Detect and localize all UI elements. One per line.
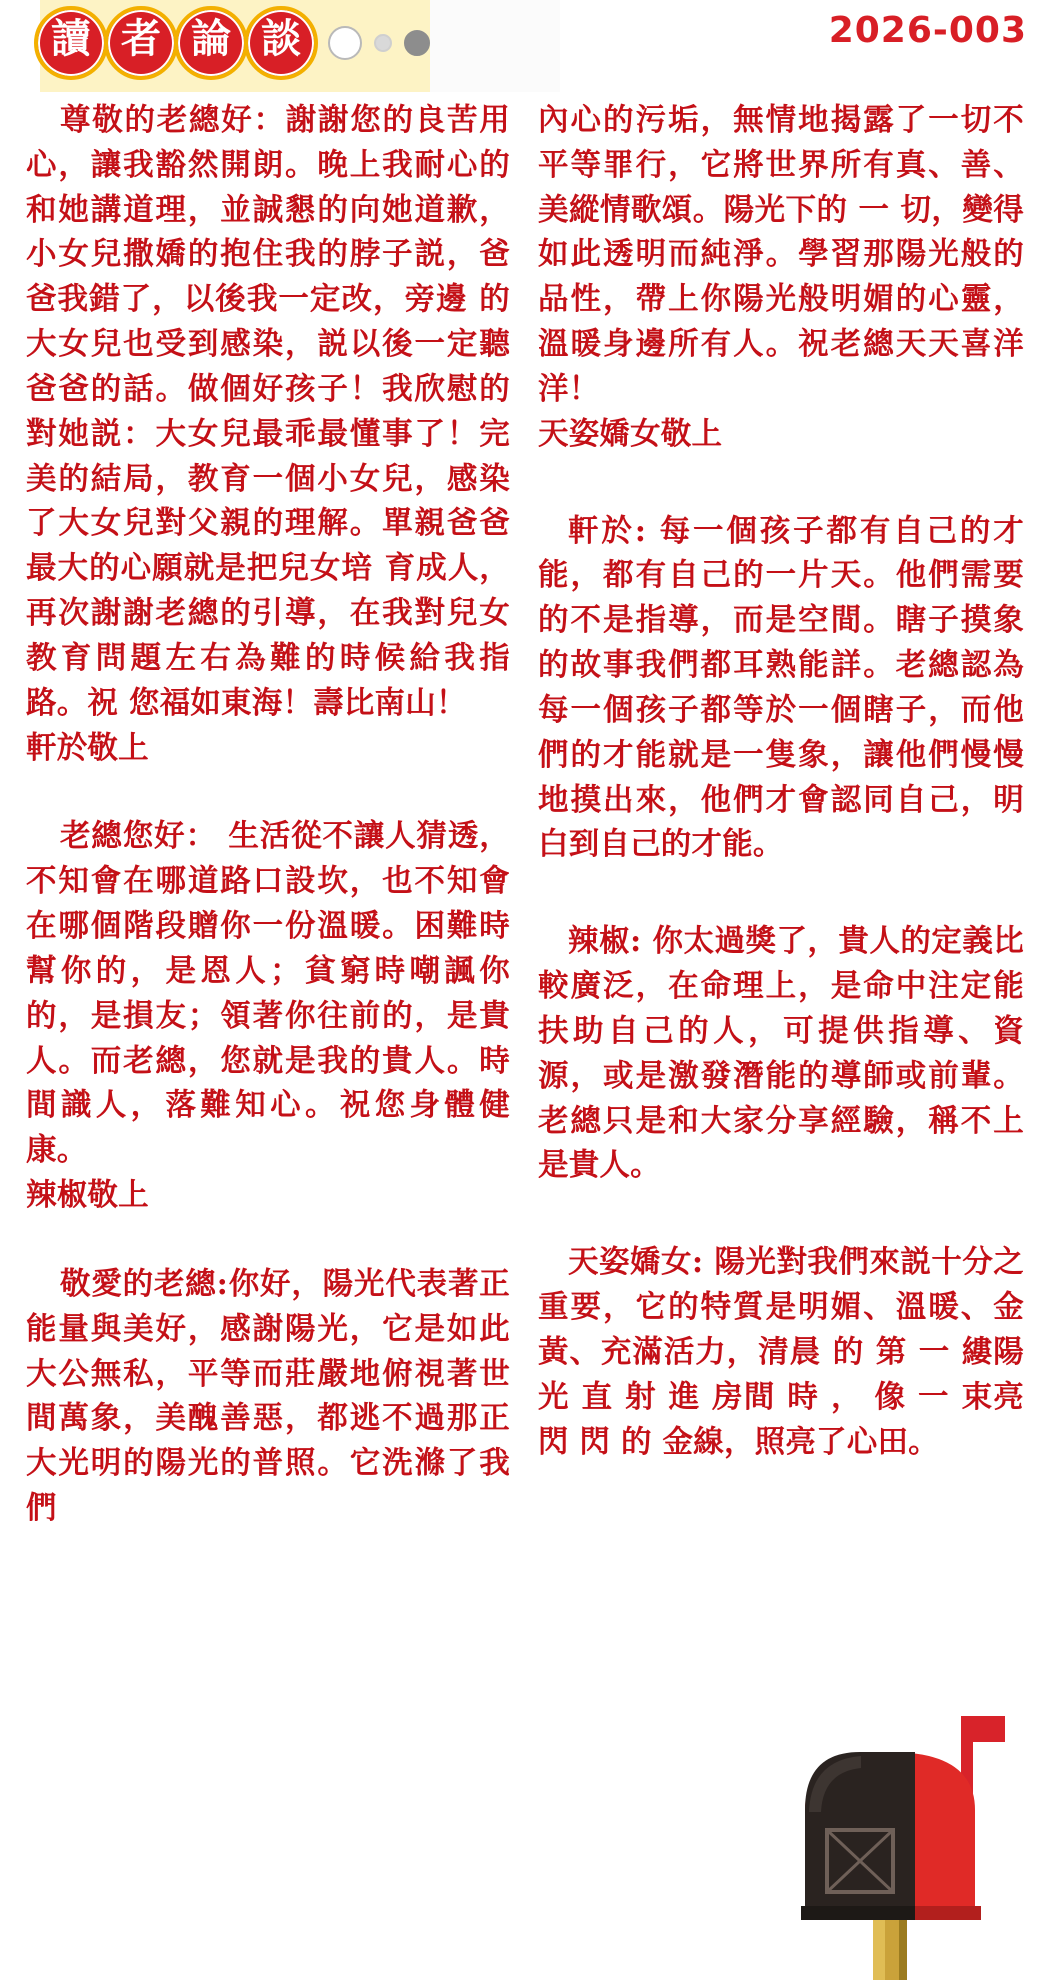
masthead-char-3: 論	[174, 6, 248, 80]
letter-xuanyu-signature: 軒於敬上	[26, 729, 149, 766]
masthead-char-4: 談	[244, 6, 318, 80]
article-body	[0, 92, 1057, 1980]
letter-lajiao	[26, 814, 510, 1217]
reply-lajiao	[538, 919, 1024, 1188]
masthead-logo	[34, 6, 430, 80]
letter-tianzijiaonv-signature: 天姿嬌女敬上	[538, 415, 723, 452]
letter-tianzijiaonv-text: 敬愛的老總:你好，陽光代表著正能量與美好，感謝陽光，它是如此大公無私，平等而莊嚴地俯視著世間萬象，美醜善惡，都逃不過那正大光明的陽光的普照。它洗滌了我們	[26, 1265, 510, 1527]
letter-tianzijiaonv	[26, 1262, 510, 1531]
decorative-circle-large	[328, 26, 362, 60]
spacer	[26, 788, 510, 814]
masthead-char-1: 讀	[34, 6, 108, 80]
reply-tianzijiaonv-text: 天姿嬌女: 陽光對我們來説十分之重要，它的特質是明媚、溫暖、金黃、充滿活力，清晨 的 第 一 縷陽光 直 射 進 房間 時 ， 像 一 束亮 閃 閃 的 金線，照亮了心田。	[538, 1244, 1024, 1460]
letter-xuanyu	[26, 98, 510, 770]
letter-tianzijiaonv-continued-text: 內心的污垢，無情地揭露了一切不平等罪行，它將世界所有真、善、美縱情歌頌。陽光下的 一 切，變得如此透明而純淨。學習那陽光般的品性，帶上你陽光般明媚的心靈，溫暖身邊所有人。祝老總天天喜洋洋！	[538, 102, 1024, 407]
letter-lajiao-text: 老總您好： 生活從不讓人猜透，不知會在哪道路口設坎，也不知會在哪個階段贈你一份溫暖。困難時幫你的，是恩人；貧窮時嘲諷你的，是損友；領著你往前的，是貴人。而老總，您就是我的貴人。時間識人，落難知心。祝您身體健康。	[26, 818, 510, 1169]
letter-xuanyu-text: 尊敬的老總好：謝謝您的良苦用心，讓我豁然開朗。晚上我耐心的和她講道理，並誠懇的向她道歉，小女兒撒嬌的抱住我的脖子説，爸爸我錯了，以後我一定改，旁邊 的大女兒也受到感染，説以後一定聽爸爸的話。做個好孩子！我欣慰的對她説：大女兒最乖最懂事了！完美的結局，教育一個小女兒，感染了大女兒對父親的理解。單親爸爸最大的心願就是把兒女培 育成人，再次謝謝老總的引導，在我對兒女教育問題左右為難的時候給我指路。祝 您福如東海！壽比南山！	[26, 102, 510, 721]
right-column	[532, 98, 1024, 1980]
left-column	[18, 98, 510, 1980]
decorative-circle-filled	[404, 30, 430, 56]
letter-tianzijiaonv-continued	[538, 98, 1024, 457]
spacer	[538, 475, 1024, 509]
letter-lajiao-signature: 辣椒敬上	[26, 1177, 149, 1214]
spacer	[538, 1206, 1024, 1240]
reply-lajiao-text: 辣椒: 你太過獎了，貴人的定義比較廣泛，在命理上，是命中注定能扶助自己的人，可提供指導、資源，或是激發潛能的導師或前輩。老總只是和大家分享經驗，稱不上是貴人。	[538, 923, 1024, 1184]
page-header	[0, 0, 1057, 92]
reply-xuanyu-text: 軒於: 每一個孩子都有自己的才能，都有自己的一片天。他們需要的不是指導，而是空間。瞎子摸象的故事我們都耳熟能詳。老總認為每一個孩子都等於一個瞎子，而他們的才能就是一隻象，讓他們慢慢地摸出來，他們才會認同自己，明白到自己的才能。	[538, 512, 1024, 863]
spacer	[26, 1236, 510, 1262]
reply-tianzijiaonv	[538, 1240, 1024, 1464]
spacer	[538, 885, 1024, 919]
masthead-char-2: 者	[104, 6, 178, 80]
issue-number: 2026-003	[828, 10, 1027, 51]
reply-xuanyu	[538, 509, 1024, 868]
decorative-circle-small	[374, 34, 392, 52]
